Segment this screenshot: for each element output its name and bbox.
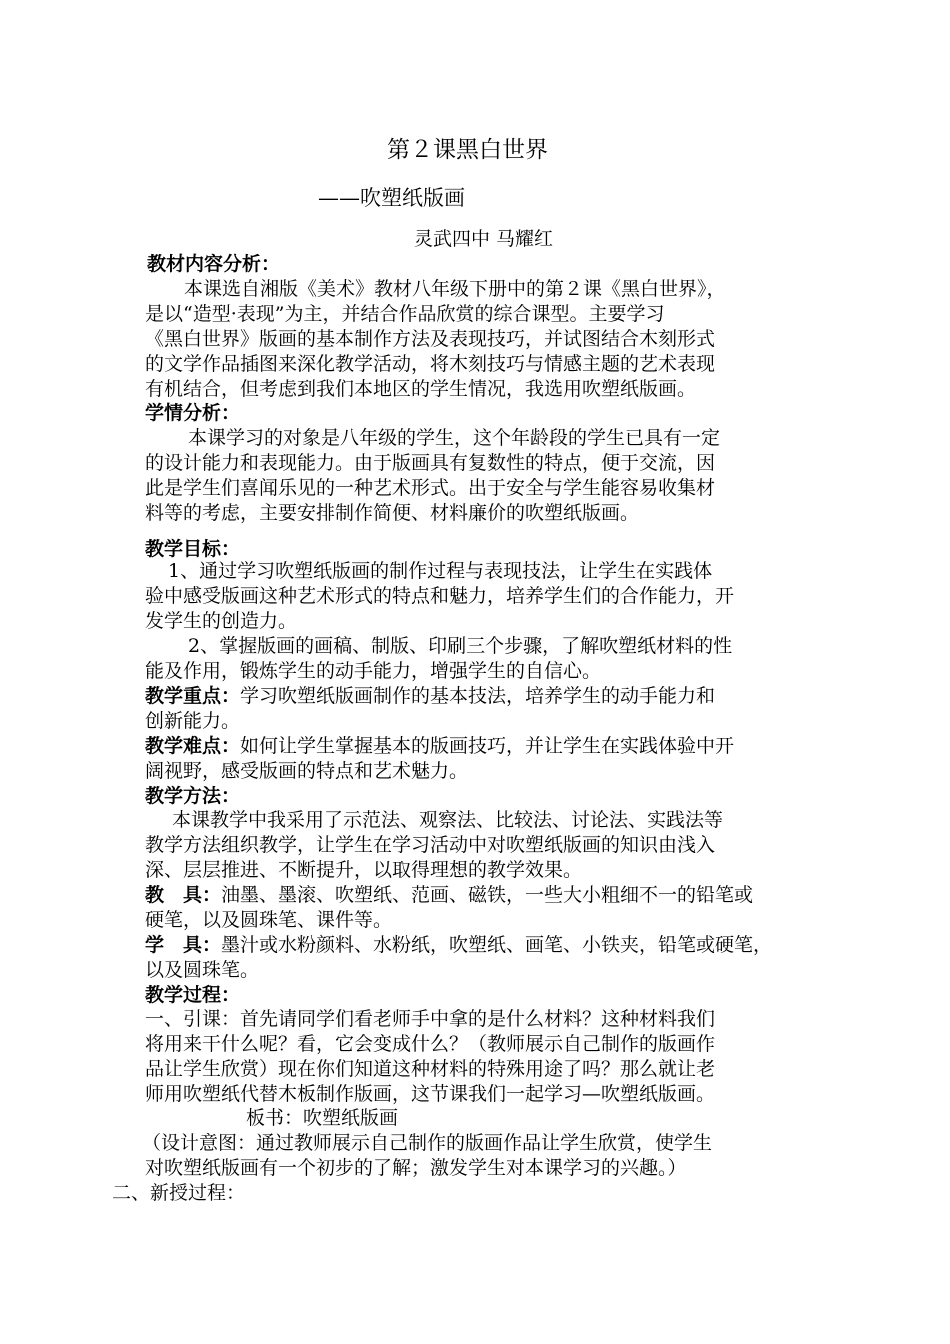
process-line: 师用吹塑纸代替木板制作版画，这节课我们一起学习—吹塑纸版画。 xyxy=(145,1083,716,1105)
goals-line: 能及作用，锻炼学生的动手能力，增强学生的自信心。 xyxy=(145,660,602,682)
content-line: 本课选自湘版《美术》教材八年级下册中的第２课《黑白世界》， xyxy=(184,278,726,300)
key-points-line: 创新能力。 xyxy=(145,710,241,732)
document-title: 第２课黑白世界 xyxy=(387,137,548,163)
teacher-tools-line: 硬笔，以及圆珠笔、课件等。 xyxy=(145,909,393,931)
student-tools-line: 以及圆珠笔。 xyxy=(145,959,260,981)
student-tools-label: 学 具： xyxy=(145,934,222,956)
student-tools xyxy=(145,933,772,957)
goals-line: 发学生的创造力。 xyxy=(145,610,298,632)
goals-line: 1、通过学习吹塑纸版画的制作过程与表现技法，让学生在实践体 xyxy=(168,560,713,582)
students-line: 料等的考虑，主要安排制作简便、材料廉价的吹塑纸版画。 xyxy=(145,502,640,524)
goals-line: 验中感受版画这种艺术形式的特点和魅力，培养学生们的合作能力，开 xyxy=(145,585,735,607)
new-lesson-heading: 二、新授过程： xyxy=(112,1182,246,1204)
process-heading: 教学过程： xyxy=(145,984,241,1006)
content-line: 的文学作品插图来深化教学活动，将木刻技巧与情感主题的艺术表现 xyxy=(145,353,716,375)
process-line: 品让学生欣赏）现在你们知道这种材料的特殊用途了吗？那么就让老 xyxy=(145,1058,716,1080)
students-line: 本课学习的对象是八年级的学生，这个年龄段的学生已具有一定 xyxy=(188,427,721,449)
difficulties-text: 如何让学生掌握基本的版画技巧，并让学生在实践体验中开 xyxy=(240,735,735,757)
students-heading: 学情分析： xyxy=(145,402,241,424)
design-line: （设计意图：通过教师展示自己制作的版画作品让学生欣赏，使学生 xyxy=(142,1132,713,1154)
teacher-tools-label: 教 具： xyxy=(145,884,222,906)
students-line: 此是学生们喜闻乐见的一种艺术形式。出于安全与学生能容易收集材 xyxy=(145,477,716,499)
key-points-text: 学习吹塑纸版画制作的基本技法，培养学生的动手能力和 xyxy=(240,685,716,707)
key-points-label: 教学重点： xyxy=(145,685,241,707)
design-line: 对吹塑纸版画有一个初步的了解；激发学生对本课学习的兴趣。） xyxy=(145,1157,687,1179)
goals-line: 2、掌握版画的画稿、制版、印刷三个步骤，了解吹塑纸材料的性 xyxy=(188,635,733,657)
content-line: 是以“造型·表现”为主，并结合作品欣赏的综合课型。主要学习 xyxy=(145,303,665,325)
board-text: 板书：吹塑纸版画 xyxy=(246,1107,399,1129)
difficulties-label: 教学难点： xyxy=(145,735,241,757)
document-subtitle: ——吹塑纸版画 xyxy=(318,186,465,210)
content-line: 《黑白世界》版画的基本制作方法及表现技巧，并试图结合木刻形式 xyxy=(145,328,716,350)
methods-line: 深、层层推进、不断提升，以取得理想的教学效果。 xyxy=(145,859,583,881)
teacher-tools xyxy=(145,883,753,907)
goals-heading: 教学目标： xyxy=(145,538,241,560)
methods-line: 本课教学中我采用了示范法、观察法、比较法、讨论法、实践法等 xyxy=(172,809,724,831)
process-line: 将用来干什么呢？看，它会变成什么？（教师展示自己制作的版画作 xyxy=(145,1033,716,1055)
author-line: 灵武四中 马耀红 xyxy=(414,228,554,250)
student-tools-text: 墨汁或水粉颜料、水粉纸，吹塑纸、画笔、小铁夹，铅笔或硬笔， xyxy=(221,934,773,956)
key-points xyxy=(145,684,715,708)
content-line: 有机结合，但考虑到我们本地区的学生情况，我选用吹塑纸版画。 xyxy=(145,378,697,400)
difficulties-line: 阔视野，感受版画的特点和艺术魅力。 xyxy=(145,760,469,782)
content-heading: 教材内容分析： xyxy=(147,253,281,275)
students-line: 的设计能力和表现能力。由于版画具有复数性的特点，便于交流，因 xyxy=(145,452,716,474)
difficulties xyxy=(145,734,734,758)
teacher-tools-text: 油墨、墨滚、吹塑纸、范画、磁铁，一些大小粗细不一的铅笔或 xyxy=(221,884,754,906)
methods-heading: 教学方法： xyxy=(145,785,241,807)
process-line: 一、引课：首先请同学们看老师手中拿的是什么材料？这种材料我们 xyxy=(145,1008,716,1030)
methods-line: 教学方法组织教学，让学生在学习活动中对吹塑纸版画的知识由浅入 xyxy=(145,834,716,856)
